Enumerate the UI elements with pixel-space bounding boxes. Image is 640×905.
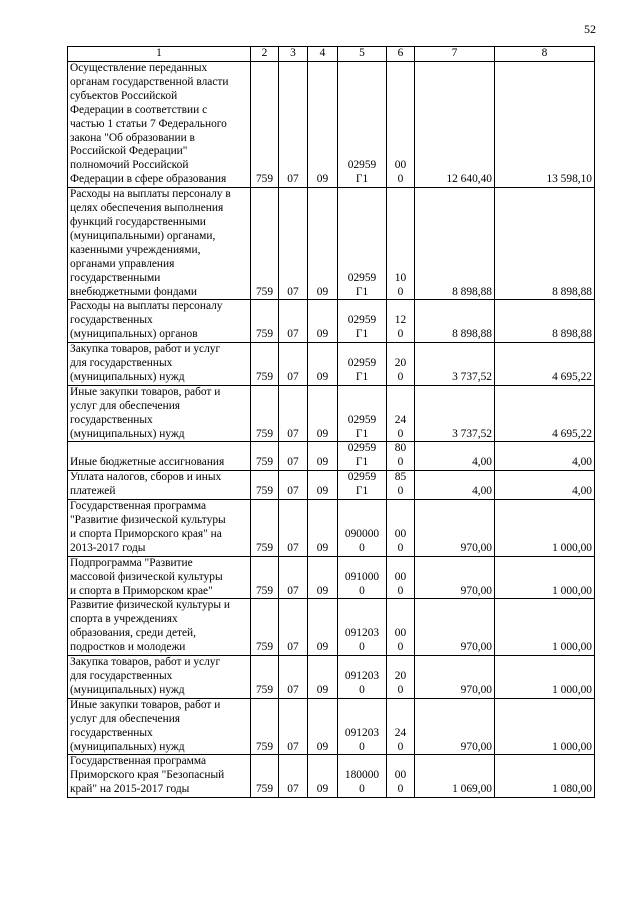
row-section-code: 07 [279, 62, 308, 188]
table-row [68, 500, 595, 557]
row-amount-col-7: 3 737,52 [415, 343, 495, 386]
table-row [68, 188, 595, 300]
row-amount-col-8: 1 080,00 [495, 755, 595, 798]
row-amount-col-8: 1 000,00 [495, 656, 595, 699]
row-subsection-code: 09 [308, 755, 338, 798]
row-ministry-code: 759 [251, 500, 279, 557]
row-section-code: 07 [279, 188, 308, 300]
row-expense-type-code: 20 0 [387, 656, 415, 699]
row-expense-type-code: 00 0 [387, 500, 415, 557]
row-amount-col-7: 970,00 [415, 500, 495, 557]
row-ministry-code: 759 [251, 599, 279, 656]
header-col-5: 5 [338, 47, 387, 62]
row-amount-col-8: 1 000,00 [495, 599, 595, 656]
table-row [68, 385, 595, 442]
row-target-article-code: 091203 0 [338, 698, 387, 755]
row-amount-col-7: 970,00 [415, 556, 495, 599]
row-description: Развитие физической культуры и спорта в учреждениях образования, среди детей, подростков и молодежи [68, 599, 251, 656]
row-expense-type-code: 85 0 [387, 471, 415, 500]
row-section-code: 07 [279, 471, 308, 500]
row-expense-type-code: 24 0 [387, 698, 415, 755]
row-subsection-code: 09 [308, 62, 338, 188]
row-expense-type-code: 24 0 [387, 385, 415, 442]
row-amount-col-7: 3 737,52 [415, 385, 495, 442]
row-description: Расходы на выплаты персоналу государственных (муниципальных) органов [68, 300, 251, 343]
row-target-article-code: 091203 0 [338, 599, 387, 656]
table-row [68, 62, 595, 188]
row-target-article-code: 02959 Г1 [338, 385, 387, 442]
table-row [68, 599, 595, 656]
row-subsection-code: 09 [308, 343, 338, 386]
row-amount-col-8: 8 898,88 [495, 300, 595, 343]
row-description: Закупка товаров, работ и услуг для государственных (муниципальных) нужд [68, 656, 251, 699]
row-ministry-code: 759 [251, 300, 279, 343]
row-section-code: 07 [279, 442, 308, 471]
row-target-article-code: 02959 Г1 [338, 188, 387, 300]
row-amount-col-8: 4 695,22 [495, 385, 595, 442]
row-amount-col-7: 970,00 [415, 599, 495, 656]
row-ministry-code: 759 [251, 698, 279, 755]
row-section-code: 07 [279, 599, 308, 656]
table-row [68, 442, 595, 471]
row-target-article-code: 02959 Г1 [338, 300, 387, 343]
row-description: Закупка товаров, работ и услуг для государственных (муниципальных) нужд [68, 343, 251, 386]
row-target-article-code: 091203 0 [338, 656, 387, 699]
row-ministry-code: 759 [251, 556, 279, 599]
row-description: Государственная программа Приморского края "Безопасный край" на 2015-2017 годы [68, 755, 251, 798]
row-target-article-code: 180000 0 [338, 755, 387, 798]
row-amount-col-7: 4,00 [415, 442, 495, 471]
budget-table [67, 46, 595, 798]
header-row [68, 47, 595, 62]
page-number: 52 [584, 22, 596, 36]
row-subsection-code: 09 [308, 698, 338, 755]
header-col-1: 1 [68, 47, 251, 62]
row-amount-col-7: 8 898,88 [415, 188, 495, 300]
row-section-code: 07 [279, 656, 308, 699]
row-target-article-code: 02959 Г1 [338, 62, 387, 188]
row-amount-col-7: 970,00 [415, 656, 495, 699]
row-section-code: 07 [279, 556, 308, 599]
row-target-article-code: 02959 Г1 [338, 442, 387, 471]
header-col-7: 7 [415, 47, 495, 62]
row-description: Иные закупки товаров, работ и услуг для обеспечения государственных (муниципальных) нужд [68, 698, 251, 755]
row-target-article-code: 02959 Г1 [338, 471, 387, 500]
table-header [68, 47, 595, 62]
row-ministry-code: 759 [251, 471, 279, 500]
row-description: Иные закупки товаров, работ и услуг для обеспечения государственных (муниципальных) нужд [68, 385, 251, 442]
row-section-code: 07 [279, 343, 308, 386]
row-amount-col-7: 8 898,88 [415, 300, 495, 343]
row-expense-type-code: 20 0 [387, 343, 415, 386]
row-amount-col-8: 4 695,22 [495, 343, 595, 386]
row-subsection-code: 09 [308, 599, 338, 656]
row-ministry-code: 759 [251, 755, 279, 798]
row-amount-col-7: 970,00 [415, 698, 495, 755]
row-description: Осуществление переданных органам государственной власти субъектов Российской Федерации в соответствии с частью 1 статьи 7 Федерального закона "Об образовании в Российской Федерации" полномочий Российской Федерации в сфере образования [68, 62, 251, 188]
row-expense-type-code: 00 0 [387, 556, 415, 599]
row-description: Расходы на выплаты персоналу в целях обеспечения выполнения функций государственными (муниципальными) органами, казенными учреждениями, органами управления государственными внебюджетными фондами [68, 188, 251, 300]
row-subsection-code: 09 [308, 300, 338, 343]
table-row [68, 698, 595, 755]
header-col-8: 8 [495, 47, 595, 62]
row-amount-col-8: 4,00 [495, 471, 595, 500]
row-subsection-code: 09 [308, 471, 338, 500]
row-target-article-code: 091000 0 [338, 556, 387, 599]
table-row [68, 656, 595, 699]
row-ministry-code: 759 [251, 385, 279, 442]
row-expense-type-code: 10 0 [387, 188, 415, 300]
table-row [68, 343, 595, 386]
row-section-code: 07 [279, 500, 308, 557]
table-row [68, 300, 595, 343]
row-expense-type-code: 12 0 [387, 300, 415, 343]
row-amount-col-8: 13 598,10 [495, 62, 595, 188]
row-amount-col-8: 1 000,00 [495, 500, 595, 557]
row-description: Уплата налогов, сборов и иных платежей [68, 471, 251, 500]
row-section-code: 07 [279, 300, 308, 343]
row-expense-type-code: 00 0 [387, 62, 415, 188]
row-ministry-code: 759 [251, 442, 279, 471]
header-col-4: 4 [308, 47, 338, 62]
header-col-2: 2 [251, 47, 279, 62]
row-amount-col-8: 1 000,00 [495, 556, 595, 599]
row-section-code: 07 [279, 698, 308, 755]
row-amount-col-8: 4,00 [495, 442, 595, 471]
header-col-6: 6 [387, 47, 415, 62]
row-section-code: 07 [279, 755, 308, 798]
row-amount-col-7: 1 069,00 [415, 755, 495, 798]
row-amount-col-7: 4,00 [415, 471, 495, 500]
row-ministry-code: 759 [251, 62, 279, 188]
header-col-3: 3 [279, 47, 308, 62]
table-row [68, 556, 595, 599]
row-description: Иные бюджетные ассигнования [68, 442, 251, 471]
row-description: Государственная программа "Развитие физической культуры и спорта Приморского края" на 2013-2017 годы [68, 500, 251, 557]
row-expense-type-code: 80 0 [387, 442, 415, 471]
row-subsection-code: 09 [308, 556, 338, 599]
row-subsection-code: 09 [308, 188, 338, 300]
row-target-article-code: 090000 0 [338, 500, 387, 557]
row-expense-type-code: 00 0 [387, 755, 415, 798]
table-row [68, 471, 595, 500]
row-description: Подпрограмма "Развитие массовой физической культуры и спорта в Приморском крае" [68, 556, 251, 599]
row-subsection-code: 09 [308, 442, 338, 471]
row-expense-type-code: 00 0 [387, 599, 415, 656]
row-amount-col-8: 8 898,88 [495, 188, 595, 300]
row-section-code: 07 [279, 385, 308, 442]
row-ministry-code: 759 [251, 188, 279, 300]
table-body [68, 62, 595, 798]
row-target-article-code: 02959 Г1 [338, 343, 387, 386]
row-ministry-code: 759 [251, 656, 279, 699]
row-subsection-code: 09 [308, 656, 338, 699]
table-row [68, 755, 595, 798]
row-subsection-code: 09 [308, 385, 338, 442]
row-subsection-code: 09 [308, 500, 338, 557]
row-ministry-code: 759 [251, 343, 279, 386]
row-amount-col-8: 1 000,00 [495, 698, 595, 755]
row-amount-col-7: 12 640,40 [415, 62, 495, 188]
